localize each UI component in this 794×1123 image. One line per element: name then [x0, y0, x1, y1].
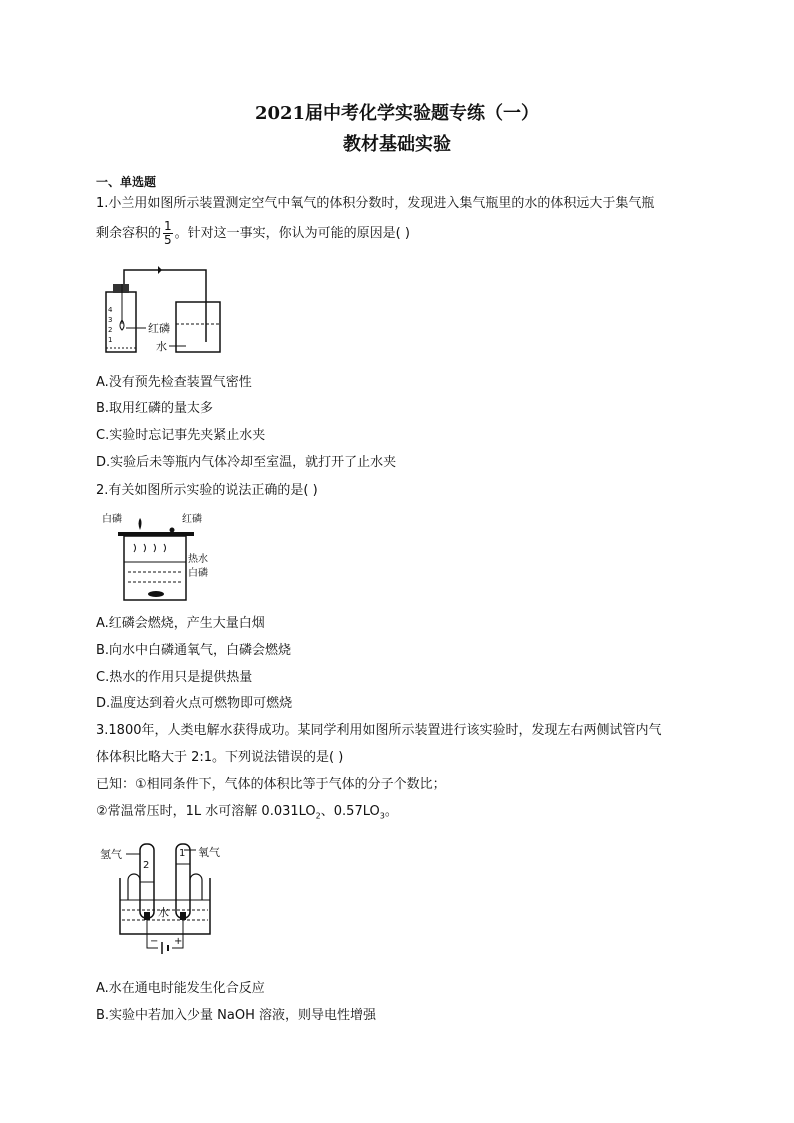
q1-figure [96, 262, 236, 362]
q1-beaker [176, 302, 220, 352]
q1-scale-1: 1 [108, 336, 113, 344]
q3-known2-c: 。 [384, 804, 398, 819]
q3-known2-sub2: 3 [379, 811, 385, 821]
q1-scale-4: 4 [108, 306, 113, 314]
q3-tube-left-label: 2 [143, 860, 150, 871]
page-subtitle: 教材基础实验 [343, 134, 451, 155]
q1-option-b: B.取用红磷的量太多 [96, 401, 214, 416]
q3-known1: 已知：①相同条件下，气体的体积比等于气体的分子个数比； [96, 777, 446, 792]
q3-side-arm-left [128, 874, 140, 900]
q1-label-water: 水 [156, 340, 167, 353]
q3-label-water: 水 [158, 906, 169, 919]
q1-stopper [113, 284, 129, 293]
q1-option-d: D.实验后未等瓶内气体冷却至室温，就打开了止水夹 [96, 455, 397, 470]
q3-known2 [96, 800, 398, 821]
q2-option-a: A.红磷会燃烧，产生大量白烟 [96, 616, 265, 631]
q3-electrode-right [180, 912, 186, 920]
q3-tube-left [140, 844, 154, 918]
q1-fraction-den: 5 [164, 233, 172, 247]
q2-label-red-p: 红磷 [182, 514, 202, 525]
q2-flame [139, 518, 142, 530]
q1-scale-3: 3 [108, 316, 113, 324]
q2-label-white-p: 白磷 [102, 514, 122, 525]
q2-figure [100, 510, 220, 604]
section-heading: 一、单选题 [96, 175, 157, 189]
q2-stem: 2.有关如图所示实验的说法正确的是( ) [96, 483, 318, 498]
q2-steam [134, 544, 166, 552]
q3-known2-b: 、0.57LO [320, 804, 380, 819]
q2-label-white-p2: 白磷 [188, 568, 208, 579]
q1-label-red-p: 红磷 [148, 322, 170, 335]
q3-known2-sub1: 2 [315, 811, 321, 821]
q1-option-c: C.实验时忘记事先夹紧止水夹 [96, 428, 266, 443]
q3-minus: − [150, 936, 159, 947]
q3-option-b: B.实验中若加入少量 NaOH 溶液，则导电性增强 [96, 1008, 377, 1023]
q3-tube-right-label: 1 [179, 848, 186, 859]
q1-stem-line1: 1.小兰用如图所示装置测定空气中氧气的体积分数时，发现进入集气瓶里的水的体积远大于集气瓶 [96, 196, 655, 211]
q1-stem-line2 [96, 220, 410, 247]
q2-option-d: D.温度达到着火点可燃物即可燃烧 [96, 696, 293, 711]
q1-stem-after: 。针对这一事实，你认为可能的原因是( ) [174, 226, 410, 241]
q1-option-a: A.没有预先检查装置气密性 [96, 375, 252, 390]
q3-electrode-left [144, 912, 150, 920]
q3-label-h2: 氢气 [100, 848, 122, 861]
q2-red-p-dot [170, 528, 175, 533]
q1-fraction [163, 220, 173, 247]
q3-side-arm-right [190, 874, 202, 900]
q1-clamp [158, 266, 162, 274]
page-title: 2021届中考化学实验题专练（一） [254, 103, 540, 124]
q3-label-o2: 氧气 [198, 846, 220, 859]
q3-known2-a: ②常温常压时，1L 水可溶解 0.031LO [96, 804, 316, 819]
q1-stem-before: 剩余容积的 [96, 226, 162, 241]
q2-option-c: C.热水的作用只是提供热量 [96, 670, 253, 685]
q3-option-a: A.水在通电时能发生化合反应 [96, 981, 265, 996]
q3-figure [98, 838, 228, 958]
q2-white-p-water [148, 591, 164, 597]
q2-option-b: B.向水中白磷通氧气，白磷会燃烧 [96, 643, 292, 658]
q2-label-hot-water: 热水 [188, 554, 208, 565]
q1-scale-2: 2 [108, 326, 113, 334]
q3-stem-line1: 3.1800年，人类电解水获得成功。某同学利用如图所示装置进行该实验时，发现左右两侧试管内气 [96, 723, 662, 738]
q1-fraction-num: 1 [164, 219, 172, 233]
q3-stem-line2: 体体积比略大于 2:1。下列说法错误的是( ) [96, 750, 344, 765]
q3-plus: + [174, 936, 183, 947]
